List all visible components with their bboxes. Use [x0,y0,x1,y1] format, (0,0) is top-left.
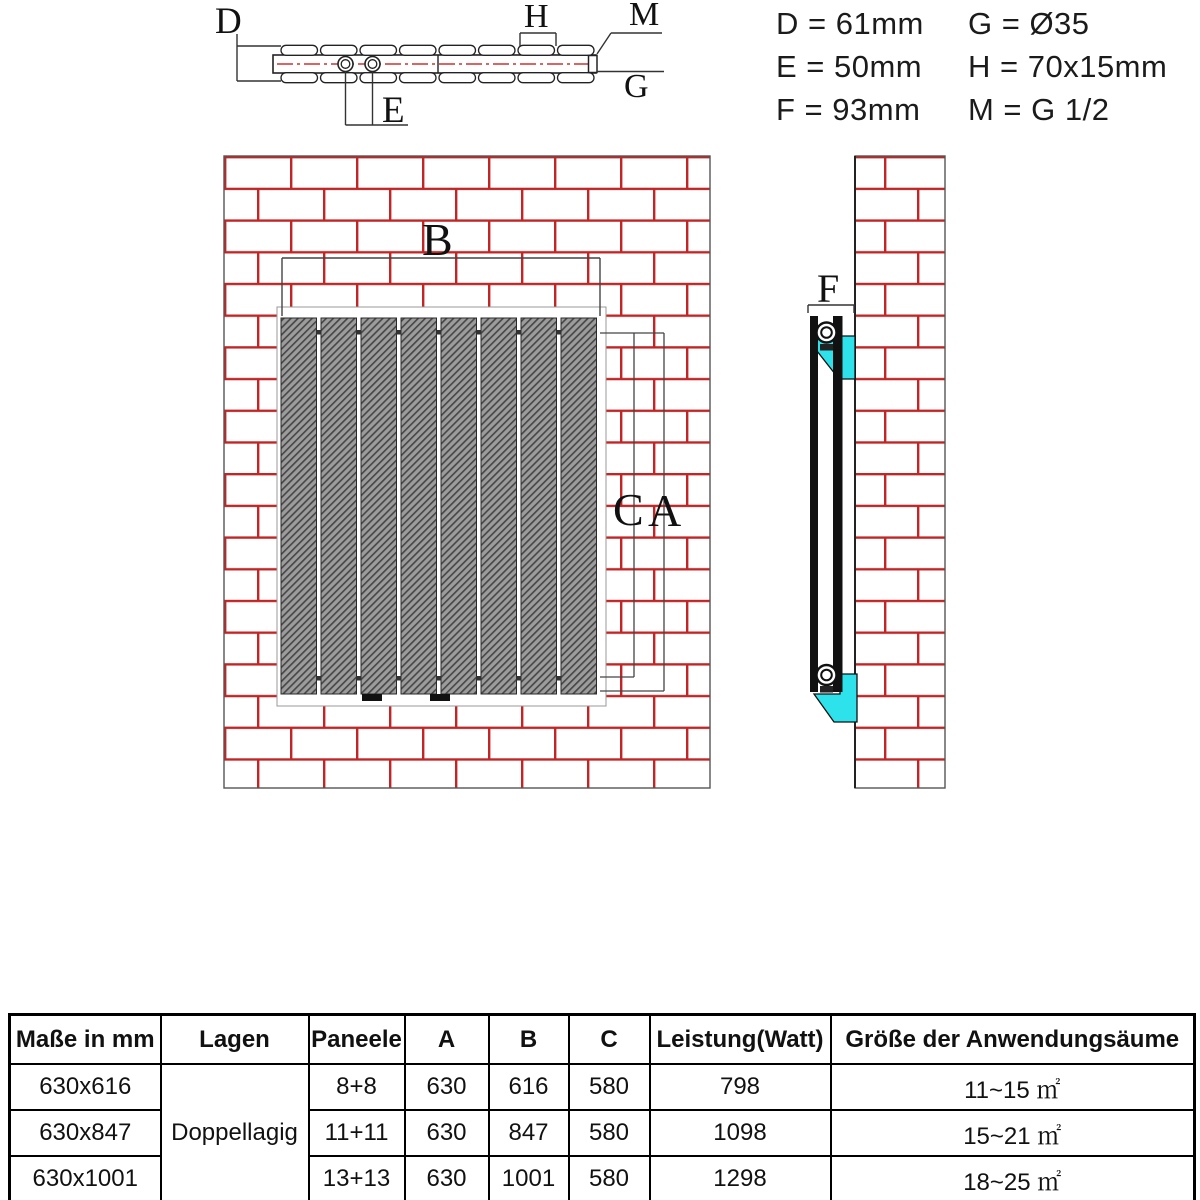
table-header-row [10,1015,1195,1065]
cross-section-view [215,0,664,131]
cell-masse: 630x616 [10,1064,161,1110]
spec-d: D = 61mm [776,6,924,41]
dim-f-label: F [817,266,840,311]
cell-groesse: 11~15 ㎡ [831,1064,1195,1110]
cell-c: 580 [569,1156,650,1200]
dim-g-label: G [624,68,649,105]
spec-f: F = 93mm [776,92,921,127]
cell-b: 616 [489,1064,569,1110]
side-view [808,156,945,788]
cell-b: 847 [489,1110,569,1156]
col-leistung: Leistung(Watt) [650,1015,831,1065]
cell-paneele: 8+8 [309,1064,405,1110]
col-b: B [489,1015,569,1065]
cell-a: 630 [405,1156,489,1200]
dim-m-label: M [629,0,660,33]
cell-masse: 630x847 [10,1110,161,1156]
cell-groesse: 15~21 ㎡ [831,1110,1195,1156]
cell-lagen: Doppellagig [161,1064,309,1200]
cell-leistung: 1098 [650,1110,831,1156]
spec-e: E = 50mm [776,49,923,84]
dim-a-label: A [648,485,682,536]
col-a: A [405,1015,489,1065]
cell-b: 1001 [489,1156,569,1200]
dim-b-label: B [422,214,453,265]
cell-paneele: 13+13 [309,1156,405,1200]
threaded-fitting [589,56,598,73]
dim-m-leader [597,33,662,54]
valve-stub-left [362,694,382,701]
cell-masse: 630x1001 [10,1156,161,1200]
cell-leistung: 798 [650,1064,831,1110]
col-c: C [569,1015,650,1065]
side-brick-wall [855,156,945,788]
dim-c-label: C [613,484,644,535]
cell-a: 630 [405,1064,489,1110]
valve-stub-right [430,694,450,701]
panel-bar-back [833,316,843,692]
cell-leistung: 1298 [650,1156,831,1200]
cell-a: 630 [405,1110,489,1156]
spec-g: G = Ø35 [968,6,1090,41]
cell-groesse: 18~25 ㎡ [831,1156,1195,1200]
col-masse: Maße in mm [10,1015,161,1065]
table-row [10,1064,1195,1110]
col-lagen: Lagen [161,1015,309,1065]
front-view [224,156,710,788]
spec-m: M = G 1/2 [968,92,1110,127]
cell-c: 580 [569,1064,650,1110]
spec-h: H = 70x15mm [968,49,1168,84]
col-groesse: Größe der Anwendungsäume [831,1015,1195,1065]
dim-e-label: E [382,90,405,131]
panel-bar-front [810,316,818,692]
dim-h-label: H [524,0,549,35]
cell-paneele: 11+11 [309,1110,405,1156]
spec-table [8,1013,1196,1200]
col-paneele: Paneele [309,1015,405,1065]
cell-c: 580 [569,1110,650,1156]
dim-d-label: D [215,1,242,42]
